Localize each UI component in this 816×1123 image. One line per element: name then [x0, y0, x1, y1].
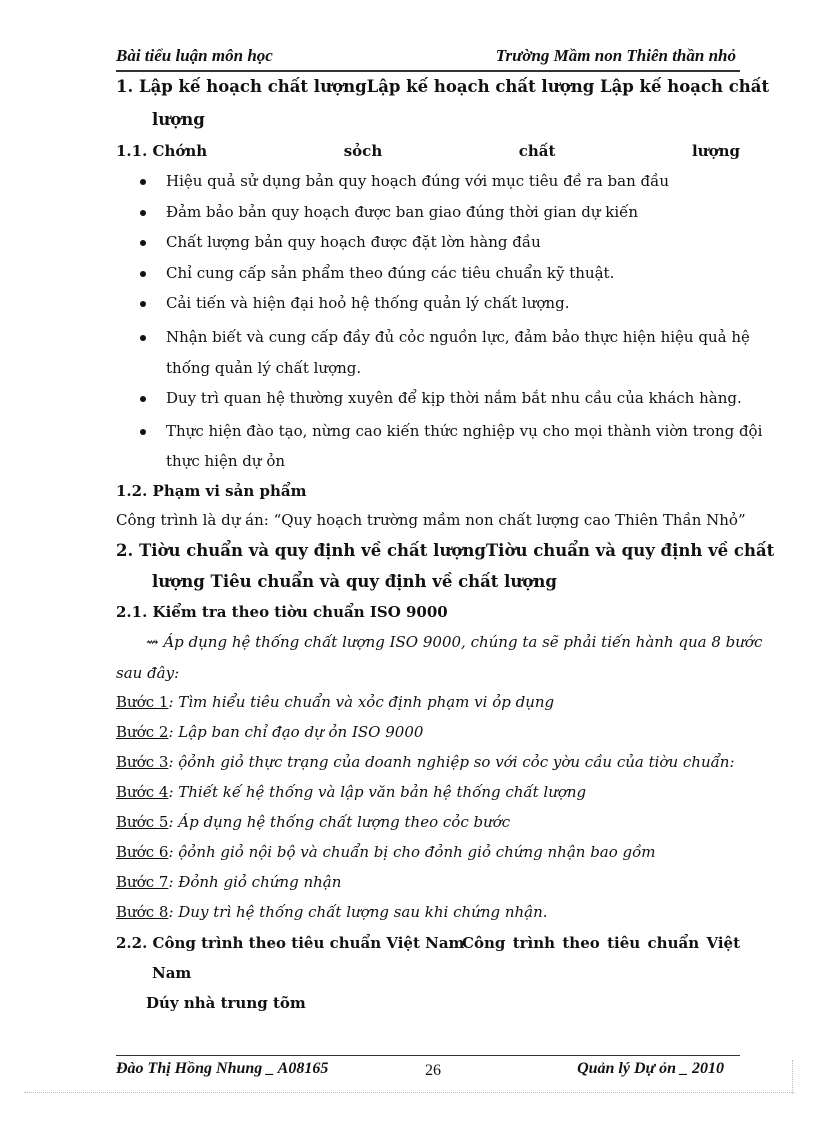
subsection-1-1-word: chất	[518, 142, 556, 160]
page-edge-dotted-vertical	[792, 1060, 793, 1094]
subsection-2-1-title: 2.1. Kiểm tra theo tiờu chuẩn ISO 9000	[116, 603, 448, 621]
title-word: chuẩn	[647, 934, 700, 952]
extra-line: Dúy nhà trung tõm	[146, 994, 306, 1012]
intro-text-cont: sau đây:	[116, 664, 180, 682]
section-1-title: 1. Lập kế hoạch chất lượngLập kế hoạch chất lượng Lập kế hoạch chất	[116, 77, 770, 96]
step-label: Bước 1	[116, 693, 169, 711]
page-number: 26	[425, 1062, 441, 1079]
subsection-1-1-word: 1.1. Chớnh	[116, 142, 208, 160]
header-left: Bài tiểu luận môn học	[116, 46, 273, 65]
title-word: theo	[562, 934, 600, 952]
step-label: Bước 5	[116, 813, 169, 831]
subsection-2-2-title-cont: Nam	[152, 964, 192, 982]
step-item	[116, 843, 656, 861]
step-text: : Áp dụng hệ thống chất lượng theo cỏc bước	[168, 813, 511, 831]
step-label: Bước 3	[116, 753, 169, 771]
step-item	[116, 693, 554, 711]
bullet-item: Thực hiện đào tạo, nừng cao kiến thức nghiệp vụ cho mọi thành viờn trong đội	[166, 422, 763, 440]
section-2-title: 2. Tiờu chuẩn và quy định về chất lượngTiờu chuẩn và quy định về chất	[116, 541, 775, 560]
bullet-item-cont: thực hiện dự ỏn	[166, 452, 286, 470]
footer-right: Quản lý Dự ỏn _ 2010	[577, 1060, 724, 1077]
intro-text: ⇝ Áp dụng hệ thống chất lượng ISO 9000, chúng ta sẽ phải tiến hành qua 8 bước	[146, 633, 763, 651]
step-item	[116, 753, 735, 771]
subsection-1-1-word: sỏch	[343, 142, 383, 160]
title-word: trình	[512, 934, 556, 952]
bullet-item: Duy trì quan hệ thường xuyên để kịp thời nắm bắt nhu cầu của khách hàng.	[166, 389, 742, 407]
step-label: Bước 7	[116, 873, 169, 891]
step-text: : Thiết kế hệ thống và lập văn bản hệ thống chất lượng	[168, 783, 587, 801]
step-item	[116, 873, 341, 891]
bullet-item-cont: thống quản lý chất lượng.	[166, 359, 362, 377]
section-2-title-cont: lượng Tiêu chuẩn và quy định về chất lượng	[152, 572, 557, 591]
subsection-2-2-title: 2.2. Công trình theo tiêu chuẩn Việt Nam	[116, 934, 465, 952]
bullet-dot	[140, 301, 146, 307]
footer-left: Đào Thị Hồng Nhung _ A08165	[116, 1060, 329, 1077]
title-word: tiêu	[607, 934, 641, 952]
page-header	[116, 44, 740, 72]
bullet-dot	[140, 210, 146, 216]
page-edge-dotted	[24, 1092, 794, 1093]
step-text: : Tìm hiểu tiêu chuẩn và xỏc định phạm vi ỏp dụng	[168, 693, 555, 711]
bullet-dot	[140, 335, 146, 341]
bullet-item: Chỉ cung cấp sản phẩm theo đúng các tiêu chuẩn kỹ thuật.	[166, 264, 615, 282]
bullet-item: Hiệu quả sử dụng bản quy hoạch đúng với mục tiêu đề ra ban đầu	[166, 172, 669, 190]
step-item	[116, 903, 548, 921]
bullet-item: Cải tiến và hiện đại hoỏ hệ thống quản lý chất lượng.	[166, 294, 570, 312]
step-label: Bước 6	[116, 843, 169, 861]
step-item	[116, 813, 510, 831]
footer-rule	[116, 1055, 740, 1056]
step-label: Bước 8	[116, 903, 169, 921]
step-label: Bước 2	[116, 723, 169, 741]
step-text: : ộỏnh giỏ nội bộ và chuẩn bị cho đỏnh giỏ chứng nhận bao gồm	[168, 843, 656, 861]
subsection-1-1-word: lượng	[691, 142, 740, 160]
subsection-1-2-title: 1.2. Phạm vi sản phẩm	[116, 482, 307, 500]
step-text: : Duy trì hệ thống chất lượng sau khi chứng nhận.	[168, 903, 548, 921]
section-1-title-cont: lượng	[152, 110, 205, 129]
step-text: : Lập ban chỉ đạo dự ỏn ISO 9000	[168, 723, 424, 741]
bullet-dot	[140, 271, 146, 277]
bullet-item: Đảm bảo bản quy hoạch được ban giao đúng thời gian dự kiến	[166, 203, 639, 221]
header-right: Trường Mầm non Thiên thần nhỏ	[495, 46, 736, 65]
bullet-item: Nhận biết và cung cấp đầy đủ cỏc nguồn lực, đảm bảo thực hiện hiệu quả hệ	[166, 328, 750, 346]
step-text: : Đỏnh giỏ chứng nhận	[168, 873, 342, 891]
bullet-dot	[140, 179, 146, 185]
subsection-2-2-title-repeat	[462, 934, 740, 952]
step-item	[116, 723, 423, 741]
step-text: : ộỏnh giỏ thực trạng của doanh nghiệp so với cỏc yờu cầu của tiờu chuẩn:	[168, 753, 735, 771]
title-word: Công	[462, 934, 506, 952]
subsection-1-2-text: Công trình là dự án: “Quy hoạch trường mầm non chất lượng cao Thiên Thần Nhỏ”	[116, 511, 746, 529]
bullet-dot	[140, 396, 146, 402]
bullet-dot	[140, 429, 146, 435]
step-item	[116, 783, 586, 801]
bullet-dot	[140, 240, 146, 246]
step-label: Bước 4	[116, 783, 169, 801]
subsection-1-1-title	[116, 142, 740, 160]
title-word: Việt	[706, 934, 740, 952]
bullet-item: Chất lượng bản quy hoạch được đặt lờn hàng đầu	[166, 233, 541, 251]
